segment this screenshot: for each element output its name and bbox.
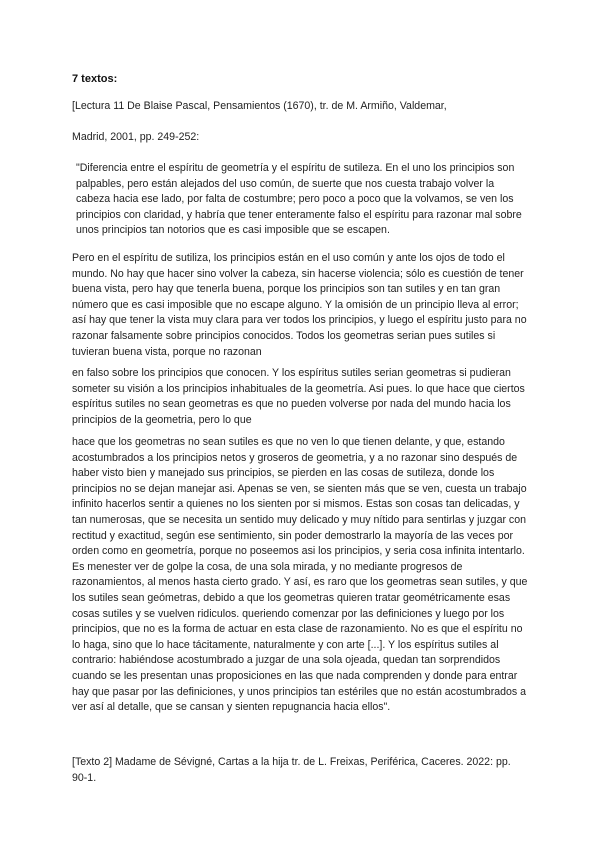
- document-title: 7 textos:: [72, 73, 118, 85]
- quote-paragraph-3: en falso sobre los principios que conocen. Y los espíritus sutiles serian geometras si pudieran someter su visión a los principios inhabituales de la geometría. Asi pues. lo que hace que ciertos espíritus sutiles no sean geometras es que no pueden volverse por nada del mundo hacia los principios de la geometria, pero lo que: [72, 367, 525, 426]
- quote-paragraph-2: Pero en el espíritu de sutiliza, los principios están en el uso común y ante los ojos de todo el mundo. No hay que hacer sino volver la cabeza, sin hacerse violencia; sólo es cuestión de tener buena vista, pero hay que tenerla buena, porque los principios son tan sutiles y en tan gran número que es casi imposible que no escape alguno. Y la omisión de un principio lleva al error; así hay que tener la vista muy clara para ver todos los principios, y luego el espíritu justo para no razonar falsamente sobre principios conocidos. Todos los geometras serian pues sutiles si tuvieran buena vista, porque no razonan: [72, 252, 527, 358]
- reference-1-line-1: [Lectura 11 De Blaise Pascal, Pensamientos (1670), tr. de M. Armiño, Valdemar,: [72, 100, 447, 112]
- quote-paragraph-1: "Diferencia entre el espíritu de geometría y el espíritu de sutileza. En el uno los principios son palpables, pero están alejados del uso común, de suerte que nos cuesta trabajo volver la cabeza hacia ese lado, por falta de costumbre; pero poco a poco que la volvamos, se ven los principios con claridad, y habría que tener enteramente falso el espíritu para razonar mal sobre unos principios tan notorios que es casi imposible que se escapen.: [76, 162, 522, 237]
- quote-paragraph-4: hace que los geometras no sean sutiles es que no ven lo que tienen delante, y que, estando acostumbrados a los principios netos y groseros de geometria, y a no razonar sino después de haber visto bien y manejado sus principios, se pierden en las cosas de sutileza, donde los principios no se dejan manejar asi. Apenas se ven, se sienten más que se ven, cuesta un trabajo infinito hacerlos sentir a quienes no los sienten por si mismos. Estas son cosas tan delicadas, y tan numerosas, que se necesita un sentido muy delicado y muy nítido para sentirlas y juzgar con rectitud y exactitud, según ese sentimiento, sin poder demostrarlo la mayoría de las veces por orden como en geometría, porque no poseemos asi los principios, y seria cosa infinita intentarlo. Es menester ver de golpe la cosa, de una sola mirada, y no mediante progresos de razonamientos, al menos hasta cierto grado. Y así, es raro que los geometras sean sutiles, y que los sutiles sean geómetras, debido a que los geometras quieren tratar geométricamente esas cosas sutiles y se vuelven ridiculos. queriendo comenzar por las definiciones y luego por los principios, que no es la forma de actuar en esta clase de razonamiento. No es que el espíritu no lo haga, sino que lo hace tácitamente, naturalmente y con arte [...]. Y los espíritus sutiles al contrario: habiéndose acostumbrado a juzgar de una sola ojeada, quedan tan sorprendidos cuando se les presentan unas proposiciones en las que nada comprenden y donde para entrar hay que pasar por las definiciones, y unos principios tan estériles que no están acostumbrados a ver así al detalle, que se cansan y sienten repugnancia hacia ellos".: [72, 436, 528, 714]
- reference-2: [Texto 2] Madame de Sévigné, Cartas a la hija tr. de L. Freixas, Periférica, Caceres. 2022: pp. 90-1.: [72, 756, 511, 784]
- reference-1-line-2: Madrid, 2001, pp. 249-252:: [72, 131, 200, 143]
